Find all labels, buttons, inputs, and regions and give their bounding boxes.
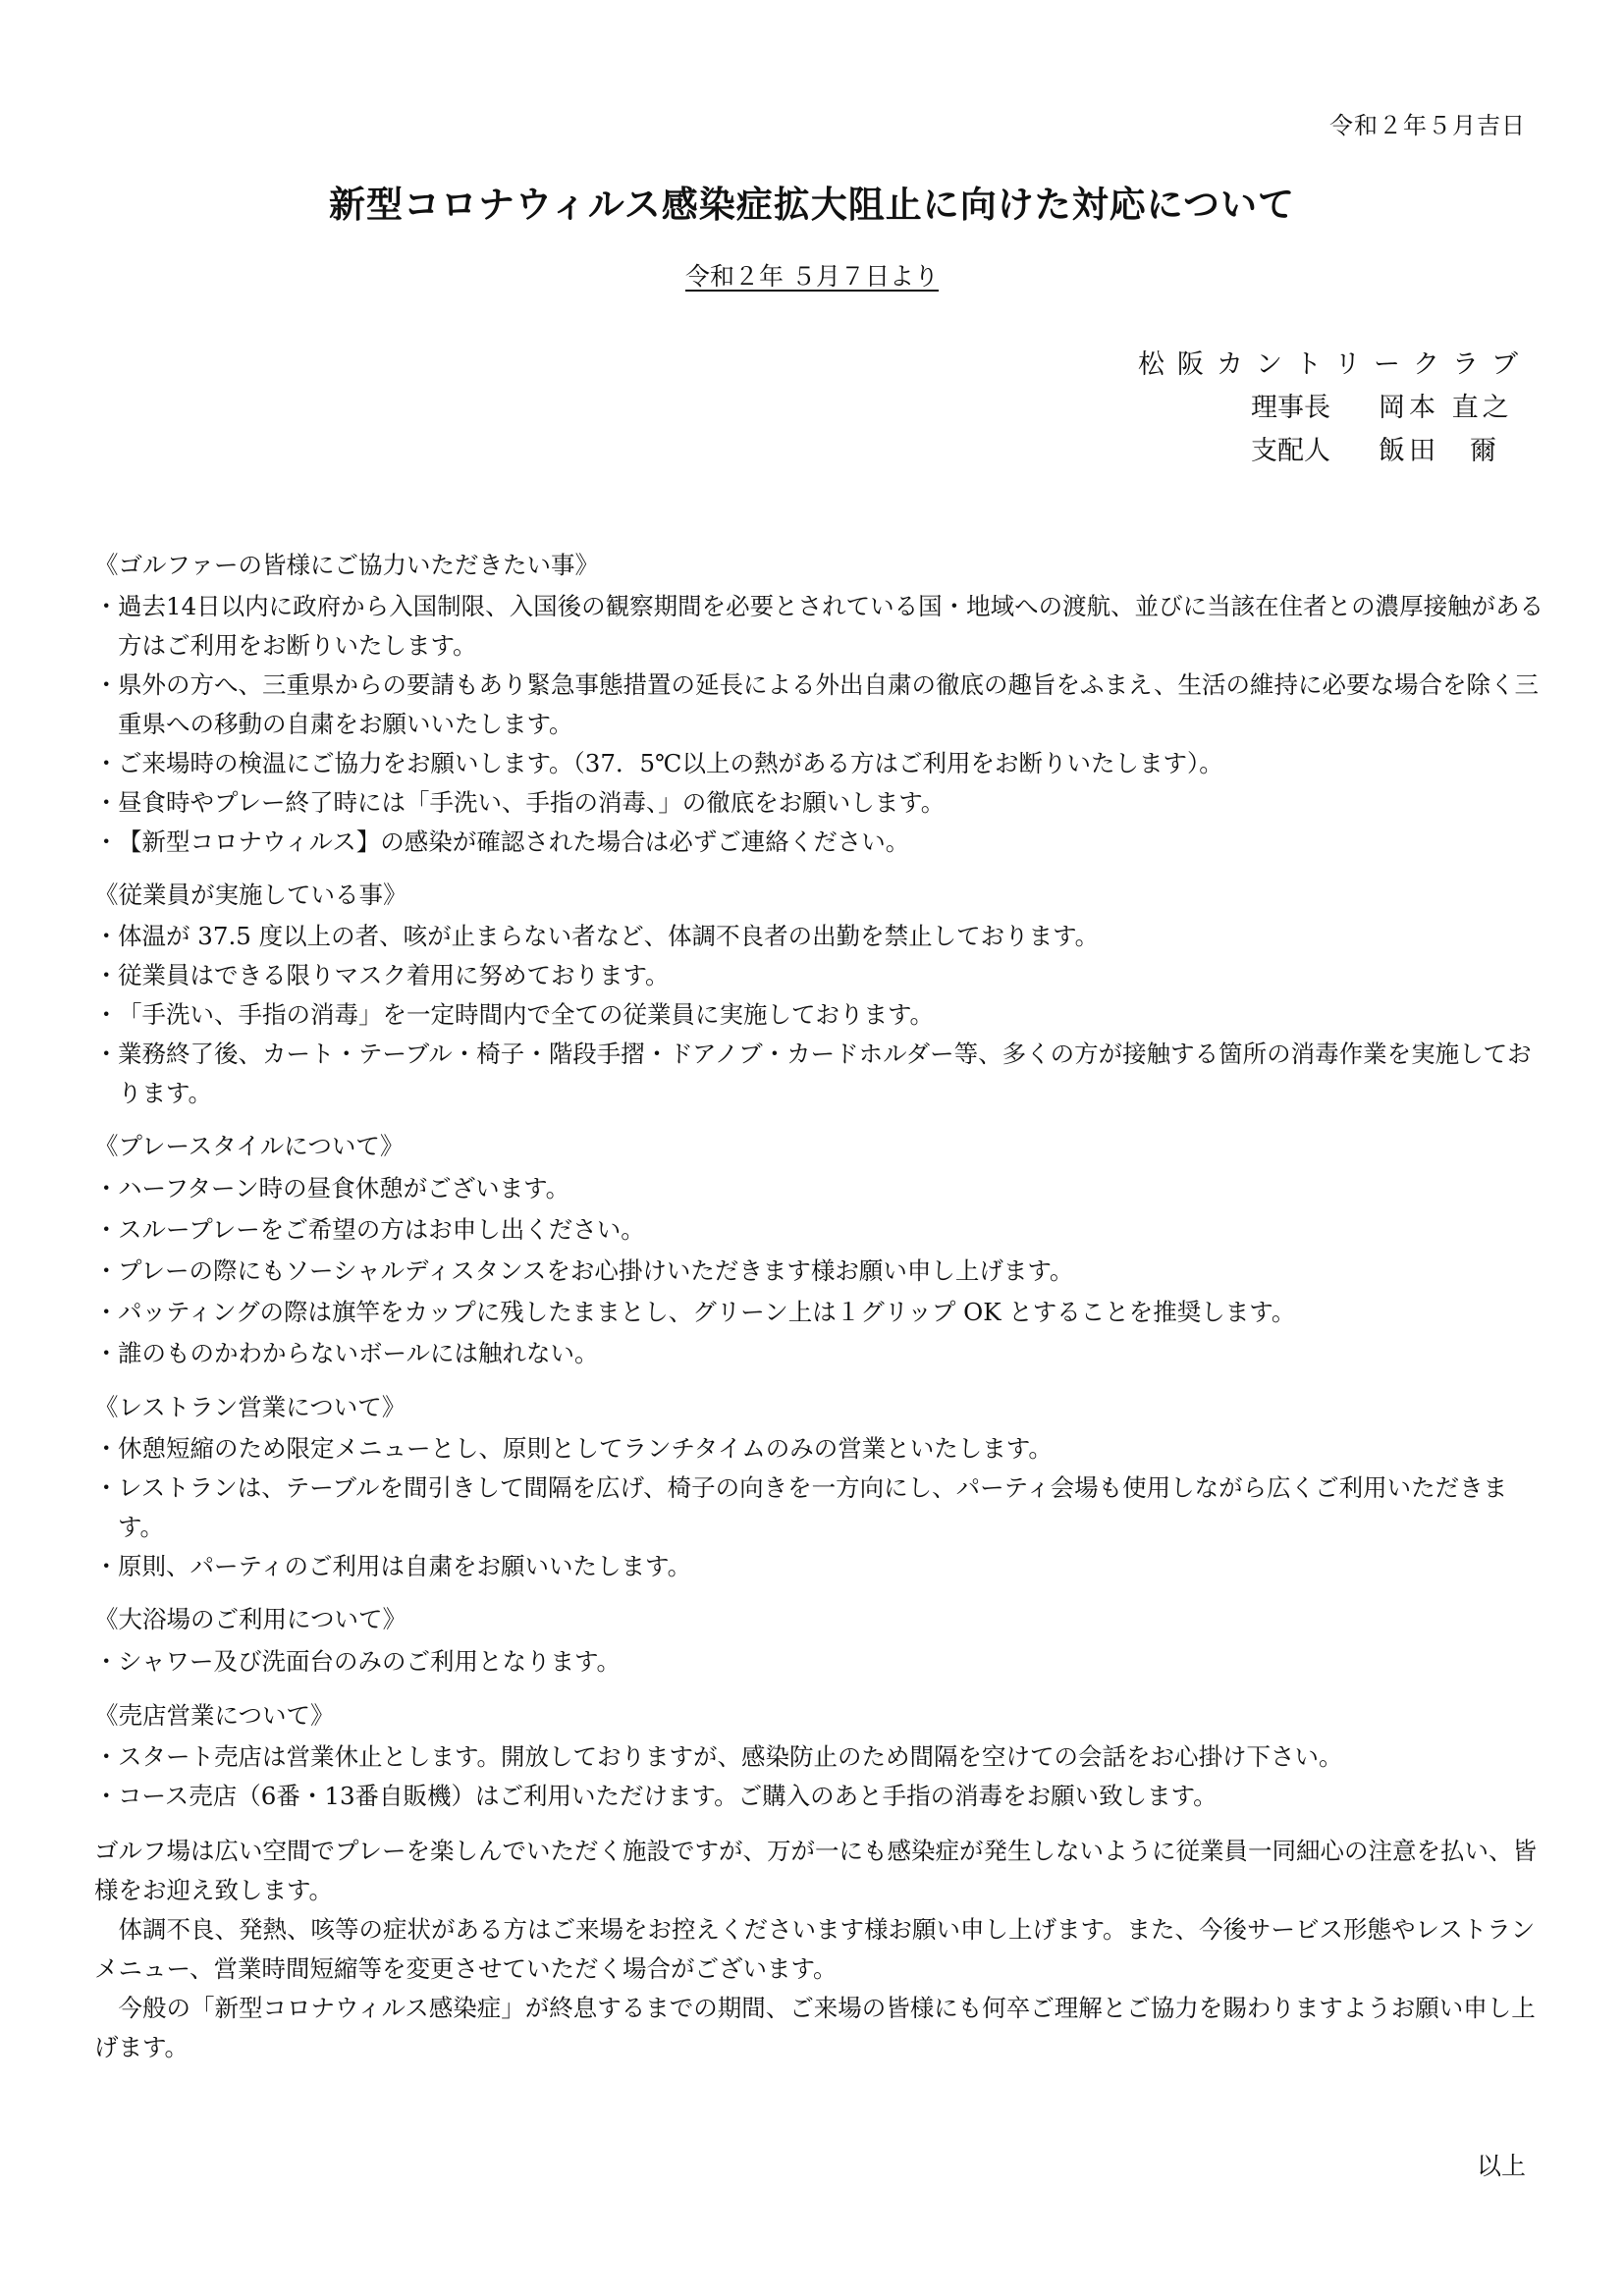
bullet: ・ xyxy=(94,1298,119,1326)
organization-block xyxy=(1020,344,1531,473)
section-golfer-requests xyxy=(94,546,1547,862)
bullet: ・ xyxy=(94,1552,119,1580)
end-mark: 以上 xyxy=(1476,2152,1526,2180)
list-item: ・原則、パーティのご利用は自粛をお願いいたします。 xyxy=(94,1547,1547,1586)
person-role: 支配人 xyxy=(1251,436,1330,466)
bullet: ・ xyxy=(94,1647,119,1676)
list-item: ・県外の方へ、三重県からの要請もあり緊急事態措置の延長による外出自粛の徹底の趣旨をふまえ、生活の維持に必要な場合を除く三重県への移動の自粛をお願いいたします。 xyxy=(94,666,1547,744)
list-item: ・従業員はできる限りマスク着用に努めております。 xyxy=(94,956,1547,995)
list-item: ・昼食時やプレー終了時には「手洗い、手指の消毒、」の徹底をお願いします。 xyxy=(94,783,1547,823)
list-item: ・誰のものかわからないボールには触れない。 xyxy=(94,1333,1547,1374)
section-heading: 《売店営業について》 xyxy=(94,1701,335,1730)
bullet: ・ xyxy=(94,749,119,777)
list-item: ・ご来場時の検温にご協力をお願いします。（37．5℃以上の熱がある方はご利用をお断りいたします）。 xyxy=(94,744,1547,783)
section-play-style xyxy=(94,1127,1547,1374)
bullet: ・ xyxy=(94,1256,119,1285)
list-item: ・過去14日以内に政府から入国制限、入国後の観察期間を必要とされている国・地域への渡航、並びに当該在住者との濃厚接触がある方はご利用をお断りいたします。 xyxy=(94,587,1547,666)
person-manager xyxy=(1020,430,1531,473)
list-item: ・プレーの際にもソーシャルディスタンスをお心掛けいただきます様お願い申し上げます。 xyxy=(94,1251,1547,1292)
list-item: ・体温が 37.5 度以上の者、咳が止まらない者など、体調不良者の出勤を禁止しております。 xyxy=(94,917,1547,956)
document-body xyxy=(94,546,1547,2067)
section-restaurant xyxy=(94,1388,1547,1586)
list-item: ・業務終了後、カート・テーブル・椅子・階段手摺・ドアノブ・カードホルダー等、多くの方が接触する箇所の消毒作業を実施しております。 xyxy=(94,1035,1547,1113)
bullet: ・ xyxy=(94,788,119,817)
person-chairman xyxy=(1020,387,1531,430)
section-staff-measures xyxy=(94,876,1547,1113)
list-item: ・コース売店（6番・13番自販機）はご利用いただけます。ご購入のあと手指の消毒をお願い致します。 xyxy=(94,1777,1547,1816)
list-item: ・「手洗い、手指の消毒」を一定時間内で全ての従業員に実施しております。 xyxy=(94,995,1547,1035)
bullet: ・ xyxy=(94,670,119,699)
bullet: ・ xyxy=(94,1215,119,1244)
person-name: 岡本 直之 xyxy=(1379,393,1513,423)
list-item: ・スタート売店は営業休止とします。開放しておりますが、感染防止のため間隔を空けての会話をお心掛け下さい。 xyxy=(94,1737,1547,1777)
bullet: ・ xyxy=(94,592,119,620)
bullet: ・ xyxy=(94,1742,119,1771)
club-name: 松阪カントリークラブ xyxy=(1138,349,1531,380)
list-item: ・スループレーをご希望の方はお申し出ください。 xyxy=(94,1209,1547,1251)
bullet: ・ xyxy=(94,922,119,950)
section-heading: 《レストラン営業について》 xyxy=(94,1393,406,1421)
list-item: ・シャワー及び洗面台のみのご利用となります。 xyxy=(94,1641,1547,1682)
bullet: ・ xyxy=(94,1339,119,1367)
list-item: ・【新型コロナウィルス】の感染が確認された場合は必ずご連絡ください。 xyxy=(94,823,1547,862)
list-item: ・パッティングの際は旗竿をカップに残したままとし、グリーン上は１グリップ OK とすることを推奨します。 xyxy=(94,1292,1547,1333)
list-item: ・レストランは、テーブルを間引きして間隔を広げ、椅子の向きを一方向にし、パーティ会場も使用しながら広くご利用いただきます。 xyxy=(94,1468,1547,1547)
bullet: ・ xyxy=(94,1434,119,1463)
closing-paragraph: ゴルフ場は広い空間でプレーを楽しんでいただく施設ですが、万が一にも感染症が発生しないように従業員一同細心の注意を払い、皆様をお迎え致します。 xyxy=(94,1837,1538,1904)
list-item: ・休憩短縮のため限定メニューとし、原則としてランチタイムのみの営業といたします。 xyxy=(94,1429,1547,1468)
section-shop xyxy=(94,1696,1547,1816)
closing-paragraph: 今般の「新型コロナウィルス感染症」が終息するまでの期間、ご来場の皆様にも何卒ご理解とご協力を賜わりますようお願い申し上げます。 xyxy=(94,1994,1536,2061)
closing-paragraphs xyxy=(94,1832,1547,2067)
list-item: ・ハーフターン時の昼食休憩がございます。 xyxy=(94,1168,1547,1209)
bullet: ・ xyxy=(94,1040,119,1068)
bullet: ・ xyxy=(94,1473,119,1502)
bullet: ・ xyxy=(94,1174,119,1202)
bullet: ・ xyxy=(94,828,119,856)
closing-paragraph: 体調不良、発熱、咳等の症状がある方はご来場をお控えくださいます様お願い申し上げます。また、今後サービス形態やレストランメニュー、営業時間短縮等を変更させていただく場合がございます。 xyxy=(94,1915,1536,1983)
section-bath xyxy=(94,1600,1547,1682)
issue-date: 令和２年５月吉日 xyxy=(1329,112,1526,139)
bullet: ・ xyxy=(94,1000,119,1029)
section-heading: 《従業員が実施している事》 xyxy=(94,881,407,909)
bullet: ・ xyxy=(94,961,119,989)
person-name: 飯田 爾 xyxy=(1379,436,1500,466)
bullet: ・ xyxy=(94,1782,119,1810)
effective-date: 令和２年 ５月７日より xyxy=(685,262,939,291)
section-heading: 《ゴルファーの皆様にご協力いただきたい事》 xyxy=(94,551,600,579)
document-title: 新型コロナウィルス感染症拡大阻止に向けた対応について xyxy=(329,183,1295,226)
person-role: 理事長 xyxy=(1251,393,1330,423)
section-heading: 《プレースタイルについて》 xyxy=(94,1132,405,1160)
section-heading: 《大浴場のご利用について》 xyxy=(94,1605,407,1633)
